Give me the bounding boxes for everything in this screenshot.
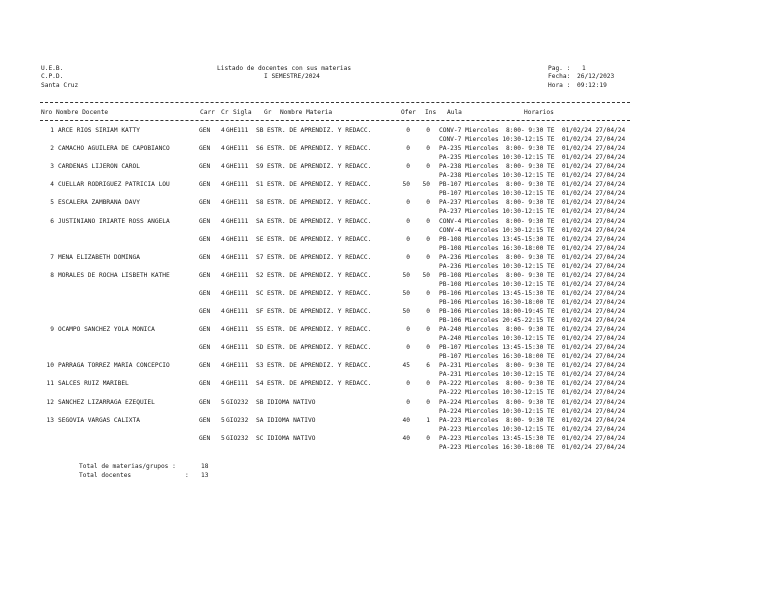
schedule-line [0,317,768,326]
schedule-text: PA-224 Miercoles 8:00- 9:30 TE 01/02/24 27/04/24 [439,399,626,406]
schedule-text: PA-240 Miercoles 8:00- 9:30 TE 01/02/24 27/04/24 [439,326,626,333]
cell-ofer: 0 [406,199,410,206]
cell-ins: 0 [426,199,430,206]
cell-gr: SC [256,435,264,442]
schedule-text: PA-223 Miercoles 13:45-15:30 TE 01/02/24 27/04/24 [439,435,626,442]
cell-sigla: GHE111 [226,199,249,206]
schedule-line [0,353,768,362]
col-aula: Aula [447,109,462,116]
schedule-text: PB-107 Miercoles 16:30-18:00 TE 01/02/24 27/04/24 [439,352,626,360]
schedule-text: PB-108 Miercoles 10:30-12:15 TE 01/02/24 27/04/24 [439,280,626,288]
cell-sigla: GHE111 [226,344,249,351]
cell-ofer: 50 [402,272,410,279]
cell-cr: 5 [221,417,225,424]
schedule-text: PA-236 Miercoles 8:00- 9:30 TE 01/02/24 27/04/24 [439,254,626,261]
cell-carr: GEN [199,380,211,387]
col-cr: Cr [221,109,229,116]
cell-gr: S4 [256,380,264,387]
cell-cr: 4 [221,127,225,134]
cell-nombre: CARDENAS LIJERON CAROL [58,163,140,170]
cell-ofer: 0 [406,127,410,134]
cell-carr: GEN [199,435,211,442]
report-title: Listado de docentes con sus materias [217,65,352,72]
cell-materia: ESTR. DE APRENDIZ. Y REDACC. [267,344,372,351]
header-rule-top [40,102,630,103]
cell-carr: GEN [199,344,211,351]
cell-materia: ESTR. DE APRENDIZ. Y REDACC. [267,326,372,333]
cell-ins: 0 [426,218,430,225]
cell-nombre: SANCHEZ LIZARRAGA EZEQUIEL [58,399,155,406]
cell-ofer: 50 [402,181,410,188]
cell-cr: 4 [221,326,225,333]
schedule-line [0,389,768,398]
cell-nro: 3 [50,163,54,170]
schedule-line [0,227,768,236]
cell-nombre: SEGOVIA VARGAS CALIXTA [58,417,140,424]
cell-ofer: 50 [402,308,410,315]
total-docentes-value: 13 [201,472,209,479]
cell-ofer: 0 [406,163,410,170]
schedule-text: PA-238 Miercoles 8:00- 9:30 TE 01/02/24 27/04/24 [439,163,626,170]
col-horarios: Horarios [524,109,554,116]
total-docentes-label: Total docentes [79,472,132,479]
schedule-text: PA-237 Miercoles 10:30-12:15 TE 01/02/24 27/04/24 [439,207,626,215]
schedule-text: PB-107 Miercoles 8:00- 9:30 TE 01/02/24 27/04/24 [439,181,626,188]
cell-sigla: GIO232 [226,417,249,424]
schedule-text: PA-235 Miercoles 8:00- 9:30 TE 01/02/24 27/04/24 [439,145,626,152]
schedule-line [0,208,768,217]
header-rule-bottom [40,120,630,121]
cell-ins: 50 [422,181,430,188]
cell-materia: ESTR. DE APRENDIZ. Y REDACC. [267,380,372,387]
schedule-text: CONV-7 Miercoles 10:30-12:15 TE 01/02/24 27/04/24 [439,135,626,143]
schedule-line [0,335,768,344]
cell-nro: 5 [50,199,54,206]
cell-carr: GEN [199,127,211,134]
cell-cr: 4 [221,380,225,387]
cell-nro: 6 [50,218,54,225]
schedule-line [0,426,768,435]
schedule-text: PA-231 Miercoles 10:30-12:15 TE 01/02/24 27/04/24 [439,370,626,378]
cell-carr: GEN [199,199,211,206]
schedule-line [0,408,768,417]
schedule-line [0,190,768,199]
cell-cr: 4 [221,344,225,351]
schedule-text: PB-107 Miercoles 13:45-15:30 TE 01/02/24 27/04/24 [439,344,626,351]
cell-nro: 12 [46,399,54,406]
cell-cr: 4 [221,199,225,206]
cell-carr: GEN [199,236,211,243]
cell-sigla: GHE111 [226,181,249,188]
cell-ofer: 50 [402,290,410,297]
cell-ins: 0 [426,308,430,315]
cell-ins: 0 [426,344,430,351]
cell-gr: S5 [256,326,264,333]
schedule-line [0,299,768,308]
cell-ofer: 0 [406,380,410,387]
col-carr: Carr [200,109,215,116]
schedule-line [0,136,768,145]
cell-sigla: GHE111 [226,218,249,225]
cell-ofer: 0 [406,399,410,406]
cell-ofer: 0 [406,326,410,333]
cell-ofer: 0 [406,344,410,351]
cell-carr: GEN [199,362,211,369]
cell-materia: ESTR. DE APRENDIZ. Y REDACC. [267,290,372,297]
cell-carr: GEN [199,145,211,152]
schedule-text: PA-223 Miercoles 10:30-12:15 TE 01/02/24 27/04/24 [439,425,626,433]
schedule-text: PB-107 Miercoles 10:30-12:15 TE 01/02/24 27/04/24 [439,189,626,197]
cell-cr: 4 [221,145,225,152]
cell-sigla: GHE111 [226,362,249,369]
cell-ofer: 0 [406,236,410,243]
page-label: Pag. : [548,65,571,72]
cell-materia: IDIOMA NATIVO [267,435,316,442]
cell-gr: SA [256,218,264,225]
cell-nro: 10 [46,362,54,369]
cell-ofer: 0 [406,218,410,225]
schedule-text: PB-106 Miercoles 16:30-18:00 TE 01/02/24 27/04/24 [439,298,626,306]
cell-ofer: 0 [406,145,410,152]
schedule-text: PB-106 Miercoles 18:00-19:45 TE 01/02/24 27/04/24 [439,308,626,315]
cell-ins: 0 [426,399,430,406]
cell-cr: 5 [221,399,225,406]
cell-gr: SB [256,127,264,134]
cell-carr: GEN [199,181,211,188]
cell-materia: ESTR. DE APRENDIZ. Y REDACC. [267,181,372,188]
cell-cr: 4 [221,308,225,315]
cell-sigla: GHE111 [226,272,249,279]
cell-materia: ESTR. DE APRENDIZ. Y REDACC. [267,308,372,315]
cell-cr: 4 [221,290,225,297]
cell-nro: 2 [50,145,54,152]
cell-ins: 0 [426,127,430,134]
cell-materia: ESTR. DE APRENDIZ. Y REDACC. [267,218,372,225]
cell-materia: ESTR. DE APRENDIZ. Y REDACC. [267,236,372,243]
cell-materia: ESTR. DE APRENDIZ. Y REDACC. [267,362,372,369]
cell-gr: S2 [256,272,264,279]
cell-gr: SB [256,399,264,406]
cell-ofer: 0 [406,254,410,261]
schedule-line [0,172,768,181]
schedule-text: PA-238 Miercoles 10:30-12:15 TE 01/02/24 27/04/24 [439,171,626,179]
cell-ins: 1 [426,417,430,424]
cell-cr: 4 [221,362,225,369]
cell-ins: 0 [426,435,430,442]
date-value: 26/12/2023 [577,73,615,80]
cell-ins: 0 [426,145,430,152]
schedule-text: PA-223 Miercoles 8:00- 9:30 TE 01/02/24 27/04/24 [439,417,626,424]
cell-sigla: GIO232 [226,399,249,406]
schedule-text: PA-222 Miercoles 10:30-12:15 TE 01/02/24 27/04/24 [439,388,626,396]
cell-nro: 4 [50,181,54,188]
schedule-text: PA-240 Miercoles 10:30-12:15 TE 01/02/24 27/04/24 [439,334,626,342]
schedule-text: PA-224 Miercoles 10:30-12:15 TE 01/02/24 27/04/24 [439,407,626,415]
schedule-text: CONV-7 Miercoles 8:00- 9:30 TE 01/02/24 27/04/24 [439,127,626,134]
cell-materia: ESTR. DE APRENDIZ. Y REDACC. [267,199,372,206]
cell-ofer: 40 [402,435,410,442]
cell-nombre: PARRAGA TORREZ MARIA CONCEPCIO [58,362,170,369]
cell-ins: 0 [426,254,430,261]
cell-carr: GEN [199,399,211,406]
cell-cr: 4 [221,236,225,243]
cell-ins: 0 [426,326,430,333]
cell-sigla: GHE111 [226,127,249,134]
cell-ins: 0 [426,380,430,387]
cell-sigla: GHE111 [226,236,249,243]
cell-nombre: CUELLAR RODRIGUEZ PATRICIA LOU [58,181,170,188]
cell-gr: SF [256,308,264,315]
org-line-2: C.P.D. [41,73,64,80]
cell-nro: 13 [46,417,54,424]
cell-carr: GEN [199,417,211,424]
cell-ins: 50 [422,272,430,279]
cell-gr: S8 [256,199,264,206]
schedule-text: PB-106 Miercoles 13:45-15:30 TE 01/02/24 27/04/24 [439,290,626,297]
cell-gr: S1 [256,181,264,188]
cell-cr: 4 [221,181,225,188]
cell-nombre: ARCE RIOS SIRIAM KATTY [58,127,140,134]
schedule-text: PB-106 Miercoles 20:45-22:15 TE 01/02/24 27/04/24 [439,316,626,324]
cell-cr: 4 [221,254,225,261]
col-sigla: Sigla [233,109,252,116]
cell-ofer: 45 [402,362,410,369]
cell-gr: SD [256,344,264,351]
cell-sigla: GHE111 [226,254,249,261]
cell-carr: GEN [199,290,211,297]
report-subtitle: I SEMESTRE/2024 [264,73,320,80]
total-materias-value: 18 [201,463,209,470]
cell-materia: ESTR. DE APRENDIZ. Y REDACC. [267,145,372,152]
cell-nombre: JUSTINIANO IRIARTE ROSS ANGELA [58,218,170,225]
schedule-text: PB-108 Miercoles 8:00- 9:30 TE 01/02/24 27/04/24 [439,272,626,279]
cell-cr: 4 [221,163,225,170]
schedule-text: PA-231 Miercoles 8:00- 9:30 TE 01/02/24 27/04/24 [439,362,626,369]
col-gr: Gr [264,109,272,116]
col-nombre: Nombre Docente [56,109,109,116]
cell-nro: 7 [50,254,54,261]
cell-carr: GEN [199,163,211,170]
cell-materia: ESTR. DE APRENDIZ. Y REDACC. [267,272,372,279]
cell-gr: SA [256,417,264,424]
cell-sigla: GHE111 [226,145,249,152]
cell-gr: S9 [256,163,264,170]
org-line-1: U.E.B. [41,65,64,72]
column-headers [0,109,768,118]
schedule-line [0,371,768,380]
cell-nro: 11 [46,380,54,387]
cell-ins: 0 [426,163,430,170]
col-ofer: Ofer [401,109,416,116]
cell-materia: ESTR. DE APRENDIZ. Y REDACC. [267,163,372,170]
cell-materia: IDIOMA NATIVO [267,399,316,406]
cell-carr: GEN [199,254,211,261]
page-number: 1 [582,65,586,72]
cell-nro: 1 [50,127,54,134]
cell-gr: SC [256,290,264,297]
schedule-text: CONV-4 Miercoles 8:00- 9:30 TE 01/02/24 27/04/24 [439,218,626,225]
col-nro: Nro [41,109,53,116]
cell-materia: IDIOMA NATIVO [267,417,316,424]
schedule-text: PB-108 Miercoles 16:30-18:00 TE 01/02/24 27/04/24 [439,244,626,252]
cell-cr: 4 [221,272,225,279]
cell-nombre: SALCES RUIZ MARIBEL [58,380,129,387]
cell-carr: GEN [199,218,211,225]
cell-sigla: GHE111 [226,380,249,387]
cell-nombre: MENA ELIZABETH DOMINGA [58,254,140,261]
org-line-3: Santa Cruz [41,82,79,89]
schedule-text: CONV-4 Miercoles 10:30-12:15 TE 01/02/24 27/04/24 [439,226,626,234]
cell-carr: GEN [199,308,211,315]
schedule-line [0,245,768,254]
cell-sigla: GIO232 [226,435,249,442]
date-label: Fecha: [548,73,571,80]
col-materia: Nombre Materia [280,109,333,116]
total-docentes-colon: : [185,472,189,479]
cell-carr: GEN [199,326,211,333]
cell-sigla: GHE111 [226,308,249,315]
cell-gr: SE [256,236,264,243]
cell-cr: 5 [221,435,225,442]
cell-nombre: CAMACHO AGUILERA DE CAPOBIANCO [58,145,170,152]
schedule-text: PA-223 Miercoles 16:30-18:00 TE 01/02/24 27/04/24 [439,443,626,451]
total-materias-label: Total de materias/grupos : [79,463,176,470]
schedule-text: PA-236 Miercoles 10:30-12:15 TE 01/02/24 27/04/24 [439,262,626,270]
cell-nombre: ESCALERA ZAMBRANA DAVY [58,199,140,206]
cell-ofer: 40 [402,417,410,424]
cell-nombre: MORALES DE ROCHA LISBETH KATHE [58,272,170,279]
cell-ins: 0 [426,290,430,297]
cell-ins: 0 [426,236,430,243]
schedule-text: PA-222 Miercoles 8:00- 9:30 TE 01/02/24 27/04/24 [439,380,626,387]
schedule-text: PB-108 Miercoles 13:45-15:30 TE 01/02/24 27/04/24 [439,236,626,243]
cell-materia: ESTR. DE APRENDIZ. Y REDACC. [267,254,372,261]
cell-nro: 9 [50,326,54,333]
schedule-line [0,444,768,453]
cell-ins: 6 [426,362,430,369]
cell-sigla: GHE111 [226,163,249,170]
schedule-line [0,154,768,163]
schedule-text: PA-237 Miercoles 8:00- 9:30 TE 01/02/24 27/04/24 [439,199,626,206]
cell-cr: 4 [221,218,225,225]
col-ins: Ins [425,109,437,116]
cell-gr: S3 [256,362,264,369]
schedule-text: PA-235 Miercoles 10:30-12:15 TE 01/02/24 27/04/24 [439,153,626,161]
cell-materia: ESTR. DE APRENDIZ. Y REDACC. [267,127,372,134]
cell-nro: 8 [50,272,54,279]
cell-nombre: OCAMPO SANCHEZ YOLA MONICA [58,326,155,333]
schedule-line [0,281,768,290]
cell-gr: S7 [256,254,264,261]
time-value: 09:12:19 [577,82,607,89]
time-label: Hora : [548,82,571,89]
cell-sigla: GHE111 [226,290,249,297]
cell-sigla: GHE111 [226,326,249,333]
cell-gr: S6 [256,145,264,152]
cell-carr: GEN [199,272,211,279]
schedule-line [0,263,768,272]
